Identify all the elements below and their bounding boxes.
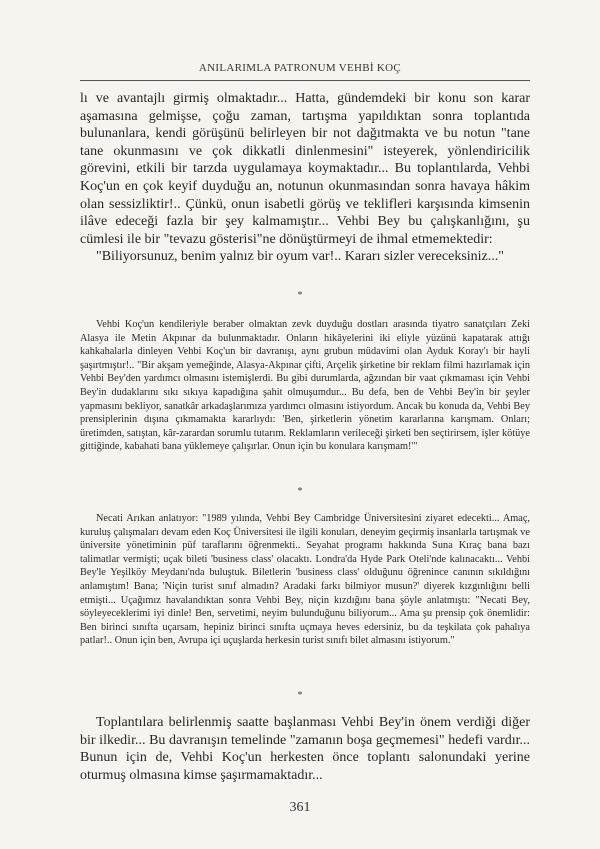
separator-asterisk-3: * bbox=[297, 690, 303, 701]
separator-asterisk-2: * bbox=[297, 486, 303, 497]
paragraph-1-text: lı ve avantajlı girmiş olmaktadır... Hatta, gündemdeki bir konu son karar aşamasına gelmişse, çoğu zaman, tartışma yapıldıktan sonra toplantıda bulunanlara, kendi görüşünü belirleyen bir not dağıtmakta ve bu notun "tane tane okunmasını ve çok dikkatli dinlenmesini" isteyerek, yönlendiricilik görevini, etkili bir tarzda uygulamaya koymaktadır... Bu toplantılarda, Vehbi Koç'un en çok keyif duyduğu an, notunun okunmasından sonra havaya hâkim olan sessizliktir!.. Çünkü, onun isabetli görüş ve teklifleri karşısında kimsenin ilâve edeceği fazla bir şey kalmamıştır... Vehbi Bey bu çalışkanlığını, şu cümlesi ile bir "tevazu gösterisi"ne dönüştürmeyi de ihmal etmemektedir: bbox=[80, 91, 530, 247]
separator-asterisk-1: * bbox=[297, 290, 303, 301]
running-header: ANILARIMLA PATRONUM VEHBİ KOÇ bbox=[198, 62, 402, 74]
page-number: 361 bbox=[289, 800, 311, 815]
paragraph-2: Vehbi Koç'un kendileriyle beraber olmaktan zevk duyduğu dostları arasında tiyatro sanatçıları Zeki Alasya ile Metin Akpınar da bulunmaktadır. Onların hikâyelerini iki eliyle yüzünü kapatarak attığı kahkahalarla dinleyen Vehbi Koç'un bir davranışı, aynı grubun müdavimi olan Ayduk Koray'ı bir hayli şaşırtmıştır!.. "Bir akşam yemeğinde, Alasya-Akpınar çifti, Arçelik şirketine bir reklam filmi hazırlamak için Vehbi Bey'den yardımcı olmasını istemişlerdi. Bu gibi durumlarda, ağzından bir vaat çıkmaması için Vehbi Bey'in dudaklarını sıkı sıkıya kapadığına şahit olmuşumdur... Bu defa, ben de Vehbi Bey'in bir şeyler yapmasını bekliyor, sanatkâr arkadaşlarımıza yardımcı olmasını istiyordum. Ancak bu konuda da, Vehbi Bey prensiplerinin dışına çıkmamakta kararlıydı: 'Ben, şirketlerin yönetim kararlarına karışmam. Onları; üretimden, satıştan, kâr-zarardan sorumlu tutarım. Reklamların verileceği şirketi ben seçtirirsem, işler kötüye gittiğinde, kabahati bana yüklemeye çalışırlar. Onun için bu konulara karışmam!'" bbox=[80, 319, 530, 453]
quote-line: "Biliyorsunuz, benim yalnız bir oyum var!.. Kararı sizler vereceksiniz..." bbox=[96, 249, 504, 265]
paragraph-1 bbox=[80, 90, 530, 266]
paragraph-4: Toplantılara belirlenmiş saatte başlanması Vehbi Bey'in önem verdiği diğer bir ilkedir... Bu davranışın temelinde "zamanın boşa geçmemesi" hedefi vardır... Bunun için de, Vehbi Koç'un herkesten önce toplantı salonundaki yerine oturmuş olmasına kimse şaşırmamaktadır... bbox=[80, 715, 530, 783]
paragraph-3: Necati Arıkan anlatıyor: "1989 yılında, Vehbi Bey Cambridge Üniversitesini ziyaret edecekti... Amaç, kuruluş çalışmaları devam eden Koç Üniversitesi ile ilgili konuları, deneyim geçirmiş insanlarla tartışmak ve üniversite yönetiminin püf taraflarını öğrenmekti.. Seyahat programı hakkında Suna Kıraç bana bazı talimatlar vermişti; uçak bileti 'business class' olacaktı. Londra'da Hyde Park Oteli'nde kalınacaktı... Vehbi Bey'le Yeşilköy Meydanı'nda buluştuk. Biletlerin 'business class' olduğunu öğrenince canının sıkıldığını anlamıştım! Bana; 'Niçin turist sınıf almadın? Aradaki farkı bilmiyor musun?' diyerek kızgınlığını belli etmişti... Uçağımız havalandıktan sonra Vehbi Bey, niçin kızdığını bana şöyle anlatmıştı: "Necati Bey, söyleyeceklerimi iyi dinle! Ben, servetimi, neyim bulunduğunu biliyorum... Ama şu prensip çok önemlidir: Ben birinci sınıfta uçarsam, hepiniz birinci sınıfta uçmaya heves edersiniz, bu da teşkilata çok pahalıya patlar!.. Onun için ben, Avrupa içi uçuşlarda herkesin turist sınıfı bilet almasını istiyorum." bbox=[80, 513, 530, 647]
header-rule bbox=[80, 80, 530, 81]
